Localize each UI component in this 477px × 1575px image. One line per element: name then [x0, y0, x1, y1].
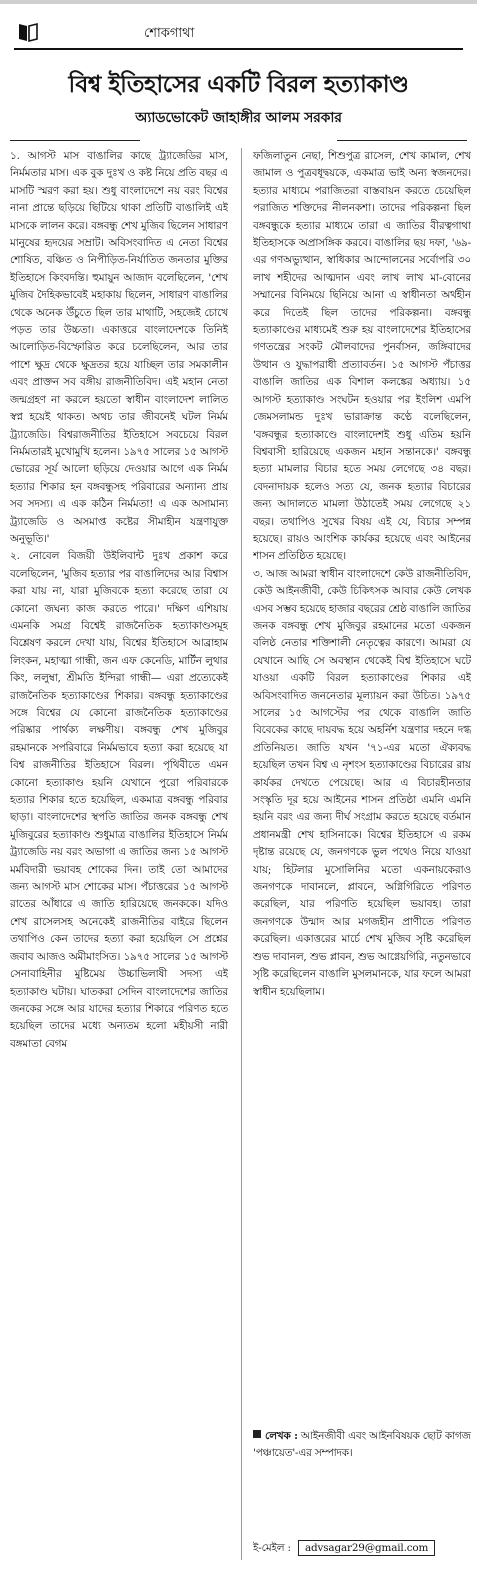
article-paragraph: ৩. আজ আমরা স্বাধীন বাংলাদেশে কেউ রাজনীতিবিদ, কেউ আইনজীবী, কেউ চিকিৎসক আবার কেউ লেখক এসব সম্ভব হয়েছে হাজার বছরের শ্রেষ্ঠ বাঙালি জাতির জনক বঙ্গবন্ধু শেখ মুজিবুর রহমানের মতো একজন বলিষ্ঠ নেতার শক্তিশালী নেতৃত্বের কারণে। আমরা যে যেখানে আছি সে অবস্থান থেকেই বিশ্ব ইতিহাসে ঘটে যাওয়া একটি বিরল হত্যাকাণ্ডের শিকার এই অবিসংবাদিত জননেতার মূল্যায়ন করা উচিত। ১৯৭৫ সালের ১৫ আগস্টের পর থেকে বাঙালি জাতি বিবেকের কাছে দায়বদ্ধ হয়ে অহর্নিশ যন্ত্রণার দহনে দগ্ধ প্রতিনিয়ত। জাতি যখন '৭১-এর মতো ঐক্যবদ্ধ হয়েছিল তখন বিশ্ব এ নৃশংস হত্যাকাণ্ডের বিচারের রায় কার্যকর দেখতে পেয়েছে। আর এ বিচারহীনতার সংস্কৃতি দূর হয়ে আইনের শাসন প্রতিষ্ঠা এমনি এমনি হয়নি বরং এর জন্য দীর্ঘ সংগ্রাম করতে হয়েছে বর্তমান প্রধানমন্ত্রী শেখ হাসিনাকে। বিশ্বের ইতিহাসে এ রকম দৃষ্টান্ত রয়েছে যে, জনগণকে ভুল পথেও নিয়ে যাওয়া যায়; হিটলার মুসোলিনির মতো একনায়কেরাও জনগণকে দাবানলে, প্লাবনে, অগ্নিগিরিতে পরিণত করেছিল, যার পরিণতি হয়েছিল ভয়াবহ। তারা জনগণকে উন্মাদ আর মগজহীন প্রাণীতে পরিণত করেছিল। একাত্তরের মার্চে শেখ মুজিব সৃষ্টি করেছিল শুভ দাবানল, শুভ প্লাবন, শুভ আগ্নেয়গিরি, নতুনভাবে সৃষ্টি করেছিলেন বাঙালি মুসলমানকে, যার ফলে আমরা স্বাধীন হয়েছিলাম। — [253, 567, 471, 998]
article-paragraph: ফজিলাতুন নেছা, শিশুপুত্র রাসেল, শেখ কামাল, শেখ জামাল ও পুত্রবধূদ্বয়কে, একমাত্র ভাই অন্য স্বজনদের। হত্যার মাধ্যমে পরাজিতরা বাস্তবায়ন করতে চেয়েছিল পরাজিত শক্তিদের নীলনকশা। তাদের পরিকল্পনা ছিল বঙ্গবন্ধুকে হত্যার মাধ্যমে তারা এ জাতির বীরত্বগাথা ইতিহাসকে অপ্রাসঙ্গিক করবে। বাঙালির ছয় দফা, '৬৯-এর গণঅভ্যুত্থান, স্বাধিকার আন্দোলনের সর্বোপরি ৩০ লাখ শহীদের আত্মদান এবং লাখ লাখ মা-বোনের সম্মানের বিনিময়ে ছিনিয়ে আনা এ স্বাধীনতা অর্থহীন করে দিতেই ছিল তাদের পরিকল্পনা। বঙ্গবন্ধু হত্যাকাণ্ডের মাধ্যমেই শুরু হয় বাংলাদেশের ইতিহাসের গণতন্ত্রের সংকট মৌলবাদের পুনর্বাসন, জঙ্গিবাদের উত্থান ও যুদ্ধাপরাধী প্রত্যাবর্তন। ১৫ আগস্ট পঁচাত্তর বাঙালি জাতির এক বিশাল কলঙ্কের অধ্যায়। ১৫ আগস্ট হত্যাকাণ্ড সংঘটন হওয়ার পর ইংলিশ এমপি জেমসলামন্ড দুঃখ ভারাক্রান্ত কণ্ঠে বলেছিলেন, 'বঙ্গবন্ধুর হত্যাকাণ্ডে বাংলাদেশই শুধু এতিম হয়নি বিশ্ববাসী হারিয়েছে একজন মহান সন্তানকে।' বঙ্গবন্ধু হত্যা মামলার বিচার হতে সময় লেগেছে ৩৪ বছর। বেদনাদায়ক হলেও সত্য যে, জনক হত্যার বিচারের জন্য আদালতে মামলা উঠাতেই সময় লেগেছে ২১ বছর। তথাপিও সুখের বিষয় এই যে, বিচার সম্পন্ন হয়েছে। রায়ও আংশিক কার্যকর হয়েছে এবং আইনের শাসন প্রতিষ্ঠিত হয়েছে। — [253, 150, 471, 563]
square-bullet-icon — [253, 1430, 261, 1438]
article-column-right — [253, 148, 471, 1418]
author-email — [253, 1540, 471, 1558]
section-label: শোকগাথা — [144, 26, 195, 41]
column-divider — [241, 148, 242, 1560]
section-header — [14, 16, 463, 50]
book-icon — [16, 20, 40, 44]
byline-rule-right — [337, 140, 467, 141]
author-description: আইনজীবী এবং আইনবিষয়ক ছোট কাগজ 'পঞ্চায়েত'-এর সম্পাদক। — [253, 1430, 471, 1460]
email-label: ই-মেইল : — [253, 1542, 291, 1554]
article-byline: অ্যাডভোকেট জাহাঙ্গীর আলম সরকার — [135, 110, 342, 126]
page-top-strip — [0, 0, 477, 4]
author-note — [253, 1428, 471, 1463]
byline-rule-left — [10, 140, 140, 141]
author-label: লেখক : — [265, 1430, 298, 1442]
email-address[interactable]: advsagar29@gmail.com — [298, 1540, 435, 1556]
article-paragraph: ২. নোবেল বিজয়ী উইলিবান্ট দুঃখ প্রকাশ করে বলেছিলেন, 'মুজিব হত্যার পর বাঙালিদের আর বিশ্বাস করা যায় না, যারা মুজিবকে হত্যা করেছে তারা যে কোনো জঘন্য কাজ করতে পারে।' দক্ষিণ এশিয়ায় এমনকি সমগ্র বিশ্বেই রাজনৈতিক হত্যাকাণ্ডসমূহ বিশ্লেষণ করলে দেখা যায়, বিশ্বের ইতিহাসে আব্রাহাম লিংকন, মহাত্মা গান্ধী, জন এফ কেনেডি, মার্টিন লুথার কিং, ললুম্বা, শ্রীমতি ইন্দিরা গান্ধী— এরা প্রত্যেকেই রাজনৈতিক হত্যাকাণ্ডের শিকার। বঙ্গবন্ধু হত্যাকাণ্ডের সঙ্গে বিশ্বের যে কোনো রাজনৈতিক হত্যাকাণ্ডের পরিষ্কার পার্থক্য লক্ষণীয়। বঙ্গবন্ধু শেখ মুজিবুর রহমানকে সপরিবারে নির্মমভাবে হত্যা করা হয়েছে যা বিশ্ব রাজনীতির ইতিহাসে বিরল। পৃথিবীতে এমন কোনো হত্যাকাণ্ড হয়নি যেখানে পুরো পরিবারকে হত্যার শিকার হতে হয়েছিল, একমাত্র বঙ্গবন্ধু পরিবার ছাড়া। বাংলাদেশের স্থপতি জাতির জনক বঙ্গবন্ধু শেখ মুজিবুরের হত্যাকাণ্ড শুধুমাত্র বাঙালির ইতিহাসে নির্মম ট্র্যাজেডি নয় বরং অভাগা এ জাতির জন্য ১৫ আগস্ট মর্মবিদারী ভয়াবহ শোকের দিন। তাই তো আমাদের জন্য আগস্ট মাস শোকের মাস। পঁচাত্তরের ১৫ আগস্ট রাতের আঁধারে এ জাতি হারিয়েছে জনককে। যদিও শেখ রাসেলসহ অনেকেই রাজনীতির বাইরে ছিলেন তথাপিও কেন তাদের হত্যা করা হয়েছিল সে প্রশ্নের জবাব আজও অমীমাংসিত। ১৯৭৫ সালের ১৫ আগস্ট সেনাবাহিনীর মুষ্টিমেয় উচ্চাভিলাষী সদস্য এই হত্যাকাণ্ড ঘটায়। ঘাতকরা সেদিন বাংলাদেশের জাতির জনকের সঙ্গে আর যাদের হত্যার শিকারে পরিণত হতে হয়েছিল তাদের মধ্যে অন্যতম হলো মহীয়সী নারী বঙ্গমাতা বেগম — [10, 550, 228, 1050]
article-column-left — [10, 148, 228, 1570]
article-paragraph: ১. আগস্ট মাস বাঙালির কাছে ট্র্যাজেডির মাস, নির্মমতার মাস। এক বুক দুঃখ ও কষ্ট নিয়ে প্রতি বছর এ মাসটি স্মরণ করা হয়। শুধু বাংলাদেশে নয় বরং বিশ্বের নানা প্রান্তে ছড়িয়ে ছিটিয়ে থাকা প্রতিটি বাঙালিই এই মাসকে লালন করে। বঙ্গবন্ধু শেখ মুজিব ছিলেন সাধারণ মানুষের হৃদয়ের সম্রাট। অবিসংবাদিত এ নেতা বিশ্বের শোষিত, বঞ্চিত ও নিপীড়িত-নির্যাতিত জনতার মুক্তির ইতিহাসে কিংবদন্তি। হুমায়ুন আজাদ বলেছিলেন, 'শেখ মুজিব দৈহিকভাবেই মহাকায় ছিলেন, সাধারণ বাঙালির থেকে অনেক উঁচুতে ছিল তার মাথাটি, সহজেই চোখে পড়ত তার উচ্চতা। একাত্তরে বাংলাদেশকে তিনিই আলোড়িত-বিস্ফোরিত করে চলেছিলেন, আর তার পাশে ক্ষুদ্র থেকে ক্ষুদ্রতর হয়ে যাচ্ছিল তার সমকালীন এবং প্রাক্তন সব বঙ্গীয় রাজনীতিবিদ। এই মহান নেতা জন্মগ্রহণ না করলে হয়তো স্বাধীন বাংলাদেশ লালিত স্বপ্ন হয়েই থাকত। অথচ তার জীবনেই ঘটল নির্মম ট্র্যাজেডি। বিশ্বরাজনীতির ইতিহাসে সবচেয়ে বিরল নির্মমতারই মুখোমুখি হলেন। ১৯৭৫ সালের ১৫ আগস্ট ভোরের সূর্য আলো ছড়িয়ে দেওয়ার আগে এক নির্মম হত্যার শিকার হন বঙ্গবন্ধুসহ পরিবারের অন্যান্য প্রায় সব সদস্য। এ এক কঠিন নির্মমতা! এ এক অসামান্য ট্র্যাজেডি ও অসমাপ্ত কষ্টের সীমাহীন যন্ত্রণাযুক্ত অনুভূতি।' — [10, 150, 228, 545]
article-headline: বিশ্ব ইতিহাসের একটি বিরল হত্যাকাণ্ড — [68, 70, 409, 98]
